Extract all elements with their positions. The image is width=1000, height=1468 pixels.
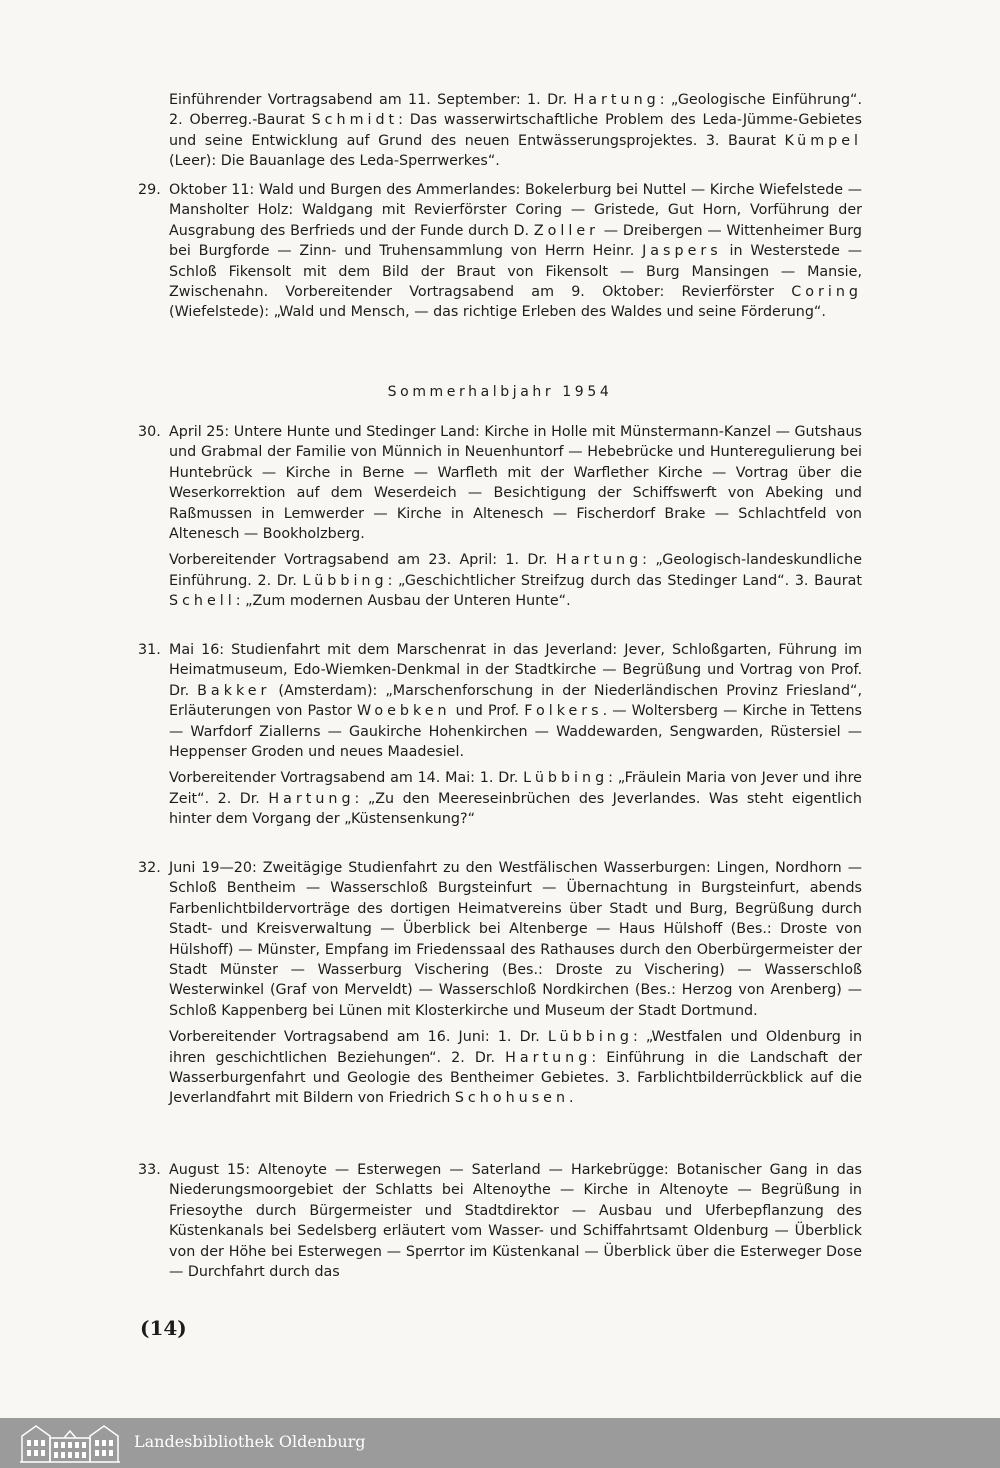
entry-number: 30. <box>138 424 161 440</box>
entry-number: 32. <box>138 860 161 876</box>
preparatory-lecture: Vorbereitender Vortragsabend am 14. Mai: 1. Dr. Lübbing: „Fräulein Maria von Jever und ihre Zeit“. 2. Dr. Hartung: „Zu den Meereseinbrüchen des Jeverlandes. Was steht eigentlich hinter dem Vorgang der „Küstensenkung?“ <box>169 770 862 828</box>
entry-text: Oktober 11: Wald und Burgen des Ammerlandes: Bokelerburg bei Nuttel — Kirche Wiefelstede — Mansholter Holz: Waldgang mit Revierförster Coring — Gristede, Gut Horn, Vorführung der Ausgrabung des Berfrieds und der Funde durch D. Zoller — Dreibergen — Wittenheimer Burg bei Burgforde — Zinn- und Truhensammlung von Herrn Heinr. Jaspers in Westerstede — Schloß Fikensolt mit dem Bild der Braut von Fikensolt — Burg Mansingen — Mansie, Zwischenahn. Vorbereitender Vortragsabend am 9. Oktober: Revierförster Coring (Wiefelstede): „Wald und Mensch, — das richtige Erleben des Waldes und seine Förderung“. <box>169 182 862 321</box>
section-heading: Sommerhalbjahr 1954 <box>387 384 613 400</box>
entry-30 <box>138 422 862 612</box>
page-number: (14) <box>140 1316 187 1340</box>
entry-text: April 25: Untere Hunte und Stedinger Land: Kirche in Holle mit Münstermann-Kanzel — Gutshaus und Grabmal der Familie von Münnich in Neuenhuntorf — Hebebrücke und Hunteregulierung bei Huntebrück — Kirche in Berne — Warfleth mit der Warflether Kirche — Vortrag über die Weserkorrektion auf dem Weserdeich — Besichtigung der Schiffswerft von Abeking und Raßmussen in Lemwerder — Kirche in Altenesch — Fischerdorf Brake — Schlachtfeld von Altenesch — Bookholzberg. <box>169 424 862 543</box>
entry-28-continuation <box>169 90 862 172</box>
entry-32 <box>138 858 862 1109</box>
entry-text: Mai 16: Studienfahrt mit dem Marschenrat in das Jeverland: Jever, Schloßgarten, Führung im Heimatmuseum, Edo-Wiemken-Denkmal in der Stadtkirche — Begrüßung und Vortrag von Prof. Dr. Bakker (Amsterdam): „Marschenforschung in der Niederländischen Provinz Friesland“, Erläuterungen von Pastor Woebken und Prof. Folkers. — Woltersberg — Kirche in Tettens — Warfdorf Ziallerns — Gaukirche Hohenkirchen — Waddewarden, Sengwarden, Rüstersiel — Heppenser Groden und neues Maadesiel. <box>169 642 862 761</box>
preparatory-lecture: Vorbereitender Vortragsabend am 23. April: 1. Dr. Hartung: „Geologisch-landeskundliche Einführung. 2. Dr. Lübbing: „Geschichtlicher Streifzug durch das Stedinger Land“. 3. Baurat Schell: „Zum modernen Ausbau der Unteren Hunte“. <box>169 552 862 610</box>
library-building-icon <box>18 1422 122 1468</box>
entry-33 <box>138 1160 862 1282</box>
entry-number: 31. <box>138 642 161 658</box>
library-footer <box>0 1418 1000 1468</box>
entry-text: Juni 19—20: Zweitägige Studienfahrt zu den Westfälischen Wasserburgen: Lingen, Nordhorn — Schloß Bentheim — Wasserschloß Burgsteinfurt — Übernachtung in Burgsteinfurt, abends Farbenlichtbildervorträge des dortigen Heimatvereins über Stadt und Burg, Begrüßung durch Stadt- und Kreisverwaltung — Überblick bei Altenberge — Haus Hülshoff (Bes.: Droste von Hülshoff) — Münster, Empfang im Friedenssaal des Rathauses durch den Oberbürgermeister der Stadt Münster — Wasserburg Vischering (Bes.: Droste zu Vischering) — Wasserschloß Westerwinkel (Graf von Merveldt) — Wasserschloß Nordkirchen (Bes.: Herzog von Arenberg) — Schloß Kappenberg bei Lünen mit Klosterkirche und Museum der Stadt Dortmund. <box>169 860 862 1019</box>
entry-number: 33. <box>138 1162 161 1178</box>
preparatory-lecture: Vorbereitender Vortragsabend am 16. Juni: 1. Dr. Lübbing: „Westfalen und Oldenburg in ihren geschichtlichen Beziehungen“. 2. Dr. Hartung: Einführung in die Landschaft der Wasserburgenfahrt und Geologie des Bentheimer Gebietes. 3. Farblichtbilderrückblick auf die Jeverlandfahrt mit Bildern von Friedrich Schohusen. <box>169 1029 863 1107</box>
entry-29 <box>138 180 862 323</box>
entry-text: August 15: Altenoyte — Esterwegen — Saterland — Harkebrügge: Botanischer Gang in das Niederungsmoorgebiet der Schlatts bei Altenoythe — Kirche in Altenoyte — Begrüßung in Friesoythe durch Bürgermeister und Stadtdirektor — Ausbau und Uferbepflanzung des Küstenkanals bei Sedelsberg erläutert vom Wasser- und Schiffahrtsamt Oldenburg — Überblick von der Höhe bei Esterwegen — Sperrtor im Küstenkanal — Überblick über die Esterweger Dose — Durchfahrt durch das <box>169 1162 862 1281</box>
entry-31 <box>138 640 862 830</box>
library-name: Landesbibliothek Oldenburg <box>134 1432 366 1451</box>
entry-number: 29. <box>138 182 161 198</box>
entry-28-paragraph: Einführender Vortragsabend am 11. September: 1. Dr. Hartung: „Geologische Einführung“. 2. Oberreg.-Baurat Schmidt: Das wasserwirtschaftliche Problem des Leda-Jümme-Gebietes und seine Entwicklung auf Grund des neuen Entwässerungsprojektes. 3. Baurat Kümpel (Leer): Die Bauanlage des Leda-Sperrwerkes“. <box>169 92 862 170</box>
